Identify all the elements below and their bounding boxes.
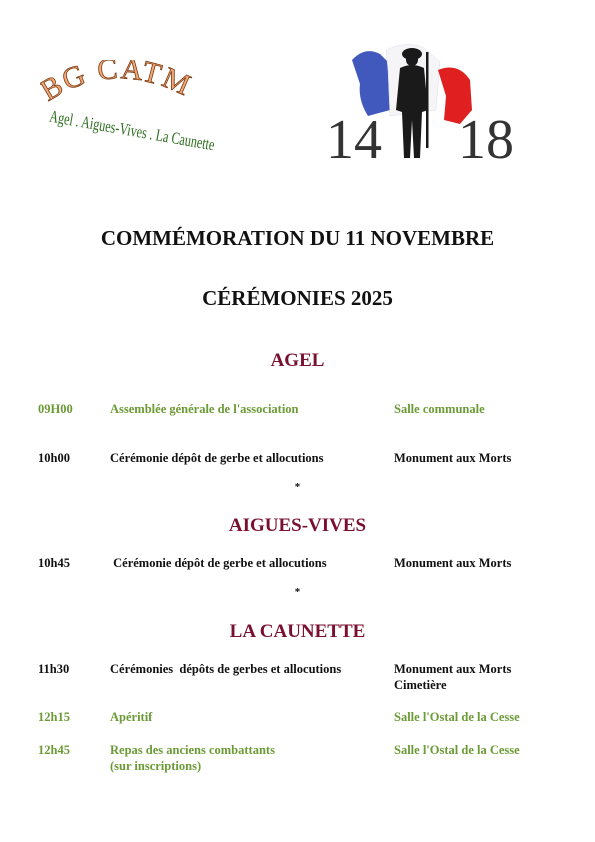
- logo-communes: Agel . Aigues-Vives . La Caunette: [47, 107, 216, 150]
- year-right: 18: [458, 109, 514, 170]
- page-title: COMMÉMORATION DU 11 NOVEMBRE: [100, 226, 495, 250]
- row-time: 10h45: [38, 556, 70, 570]
- row-event: Cérémonie dépôt de gerbe et allocutions: [110, 451, 324, 465]
- section-la-caunette: LA CAUNETTE: [229, 621, 366, 642]
- row-time: 11h30: [38, 662, 70, 676]
- row-place: Salle communale: [394, 402, 485, 416]
- row-event: Repas des anciens combattants: [110, 743, 275, 757]
- row-place: Monument aux Morts: [394, 451, 512, 465]
- row-time: 12h45: [38, 743, 70, 757]
- row-event: Cérémonie dépôt de gerbe et allocutions: [110, 556, 327, 570]
- row-place: Monument aux Morts: [394, 556, 512, 570]
- section-agel: AGEL: [270, 350, 325, 371]
- row-time: 12h15: [38, 710, 70, 724]
- centenary-poster: [320, 40, 525, 170]
- separator-star: *: [294, 481, 301, 493]
- separator-star: *: [294, 586, 301, 598]
- row-place: Salle l'Ostal de la Cesse: [394, 710, 520, 724]
- association-logo: [40, 60, 220, 150]
- row-place: Salle l'Ostal de la Cesse: [394, 743, 520, 757]
- row-place-secondary: Cimetière: [394, 678, 447, 692]
- row-event: Assemblée générale de l'association: [110, 402, 299, 416]
- page-subtitle: CÉRÉMONIES 2025: [202, 286, 393, 310]
- row-event-note: (sur inscriptions): [110, 759, 202, 773]
- row-place: Monument aux Morts: [394, 662, 512, 676]
- row-time: 09H00: [38, 402, 73, 416]
- row-event: Apéritif: [110, 710, 153, 724]
- row-time: 10h00: [38, 451, 70, 465]
- flag-blue: [352, 51, 392, 116]
- svg-text:BG CATM: [40, 60, 197, 108]
- year-left: 14: [326, 109, 382, 170]
- row-event: Cérémonies dépôts de gerbes et allocutions: [110, 662, 342, 676]
- section-aigues-vives: AIGUES-VIVES: [228, 515, 367, 536]
- logo-name: G CATM: [57, 60, 197, 103]
